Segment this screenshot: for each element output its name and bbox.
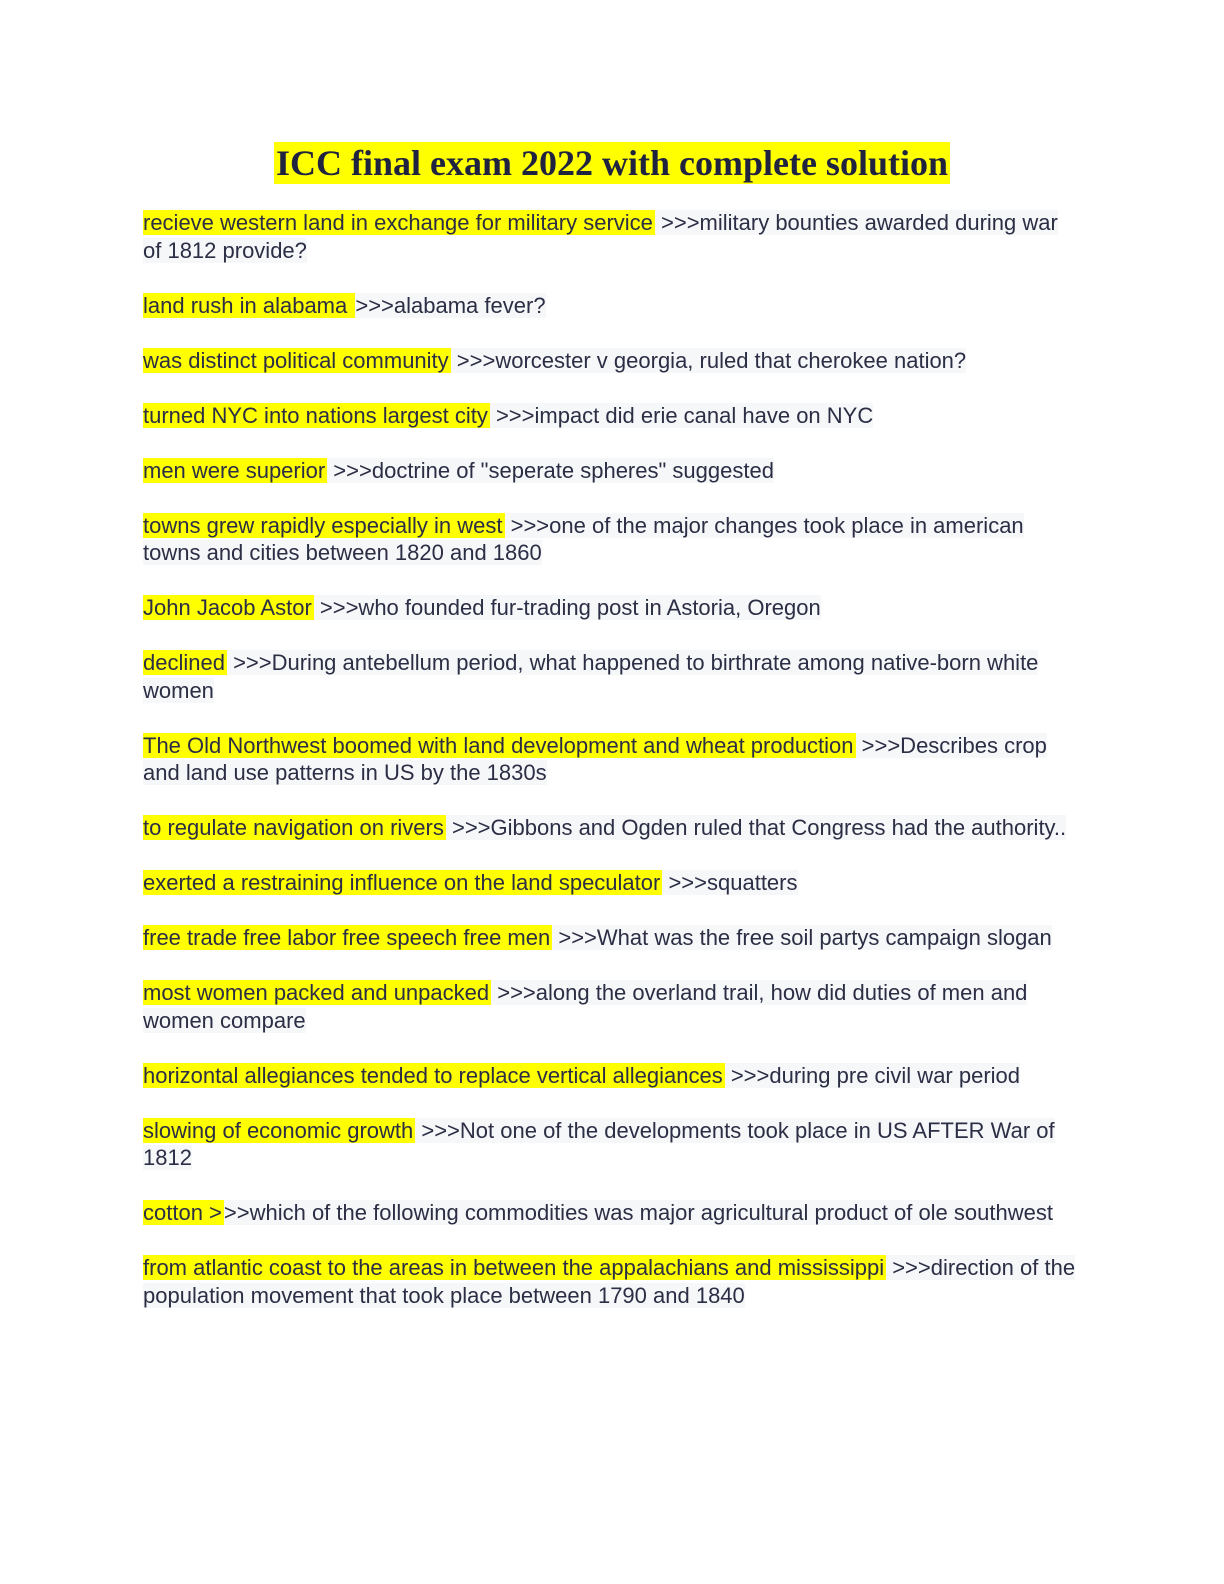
answer-highlight: turned NYC into nations largest city	[143, 402, 488, 428]
qa-list	[143, 209, 1078, 1337]
question-text: >>>worcester v georgia, ruled that cherokee nation?	[450, 347, 967, 373]
answer-highlight: land rush in alabama	[143, 292, 354, 318]
answer-highlight: from atlantic coast to the areas in between the appalachians and mississippi	[143, 1255, 885, 1280]
question-text: >>>What was the free soil partys campaign slogan	[552, 925, 1052, 950]
question-text: >>>alabama fever?	[355, 292, 546, 318]
question-text: >>>impact did erie canal have on NYC	[489, 402, 874, 428]
question-text: >>>one of the major changes took place in american towns and cities between 1820 and 1860	[143, 512, 1024, 565]
answer-highlight: horizontal allegiances tended to replace vertical allegiances	[143, 1062, 723, 1088]
question-text: >>>Describes crop and land use patterns in US by the 1830s	[143, 732, 1047, 785]
qa-item	[143, 512, 1078, 567]
question-text: >>>squatters	[662, 870, 798, 895]
answer-highlight: was distinct political community	[143, 347, 449, 373]
qa-item	[143, 732, 1078, 787]
answer-highlight: recieve western land in exchange for military service	[143, 210, 653, 235]
qa-item	[143, 1117, 1078, 1172]
qa-item	[143, 924, 1078, 952]
question-text: >>which of the following commodities was major agricultural product of ole southwest	[223, 1200, 1053, 1225]
answer-highlight: John Jacob Astor	[143, 595, 312, 620]
question-text: >>>during pre civil war period	[724, 1062, 1021, 1088]
question-text: >>>military bounties awarded during war of 1812 provide?	[143, 210, 1058, 263]
answer-highlight: exerted a restraining influence on the land speculator	[143, 870, 661, 895]
answer-highlight: men were superior	[143, 457, 326, 483]
qa-item	[143, 402, 1078, 430]
question-text: >>>direction of the population movement that took place between 1790 and 1840	[143, 1255, 1076, 1308]
answer-highlight: declined	[143, 650, 225, 675]
question-text: >>>Gibbons and Ogden ruled that Congress had the authority..	[445, 815, 1067, 840]
answer-highlight: free trade free labor free speech free men	[143, 925, 551, 950]
question-text: >>>During antebellum period, what happened to birthrate among native-born white women	[143, 650, 1039, 703]
qa-item	[143, 209, 1078, 264]
answer-highlight: cotton >	[143, 1200, 222, 1225]
qa-item	[143, 649, 1078, 704]
answer-highlight: to regulate navigation on rivers	[143, 815, 444, 840]
answer-highlight: towns grew rapidly especially in west	[143, 512, 503, 538]
answer-highlight: slowing of economic growth	[143, 1117, 414, 1143]
question-text: >>>along the overland trail, how did duties of men and women compare	[143, 980, 1028, 1033]
question-text: >>>Not one of the developments took place in US AFTER War of 1812	[143, 1117, 1055, 1170]
answer-highlight: The Old Northwest boomed with land development and wheat production	[143, 732, 854, 758]
qa-item	[143, 1199, 1078, 1227]
qa-item	[143, 1062, 1078, 1090]
qa-item	[143, 1254, 1078, 1309]
question-text: >>>doctrine of "seperate spheres" suggested	[327, 457, 774, 483]
qa-item	[143, 594, 1078, 622]
qa-item	[143, 869, 1078, 897]
qa-item	[143, 292, 1078, 320]
answer-highlight: most women packed and unpacked	[143, 980, 490, 1005]
document-title: ICC final exam 2022 with complete solution	[276, 143, 948, 183]
qa-item	[143, 814, 1078, 842]
question-text: >>>who founded fur-trading post in Astoria, Oregon	[313, 595, 821, 620]
title-container	[0, 142, 1224, 184]
qa-item	[143, 347, 1078, 375]
qa-item	[143, 457, 1078, 485]
qa-item	[143, 979, 1078, 1034]
